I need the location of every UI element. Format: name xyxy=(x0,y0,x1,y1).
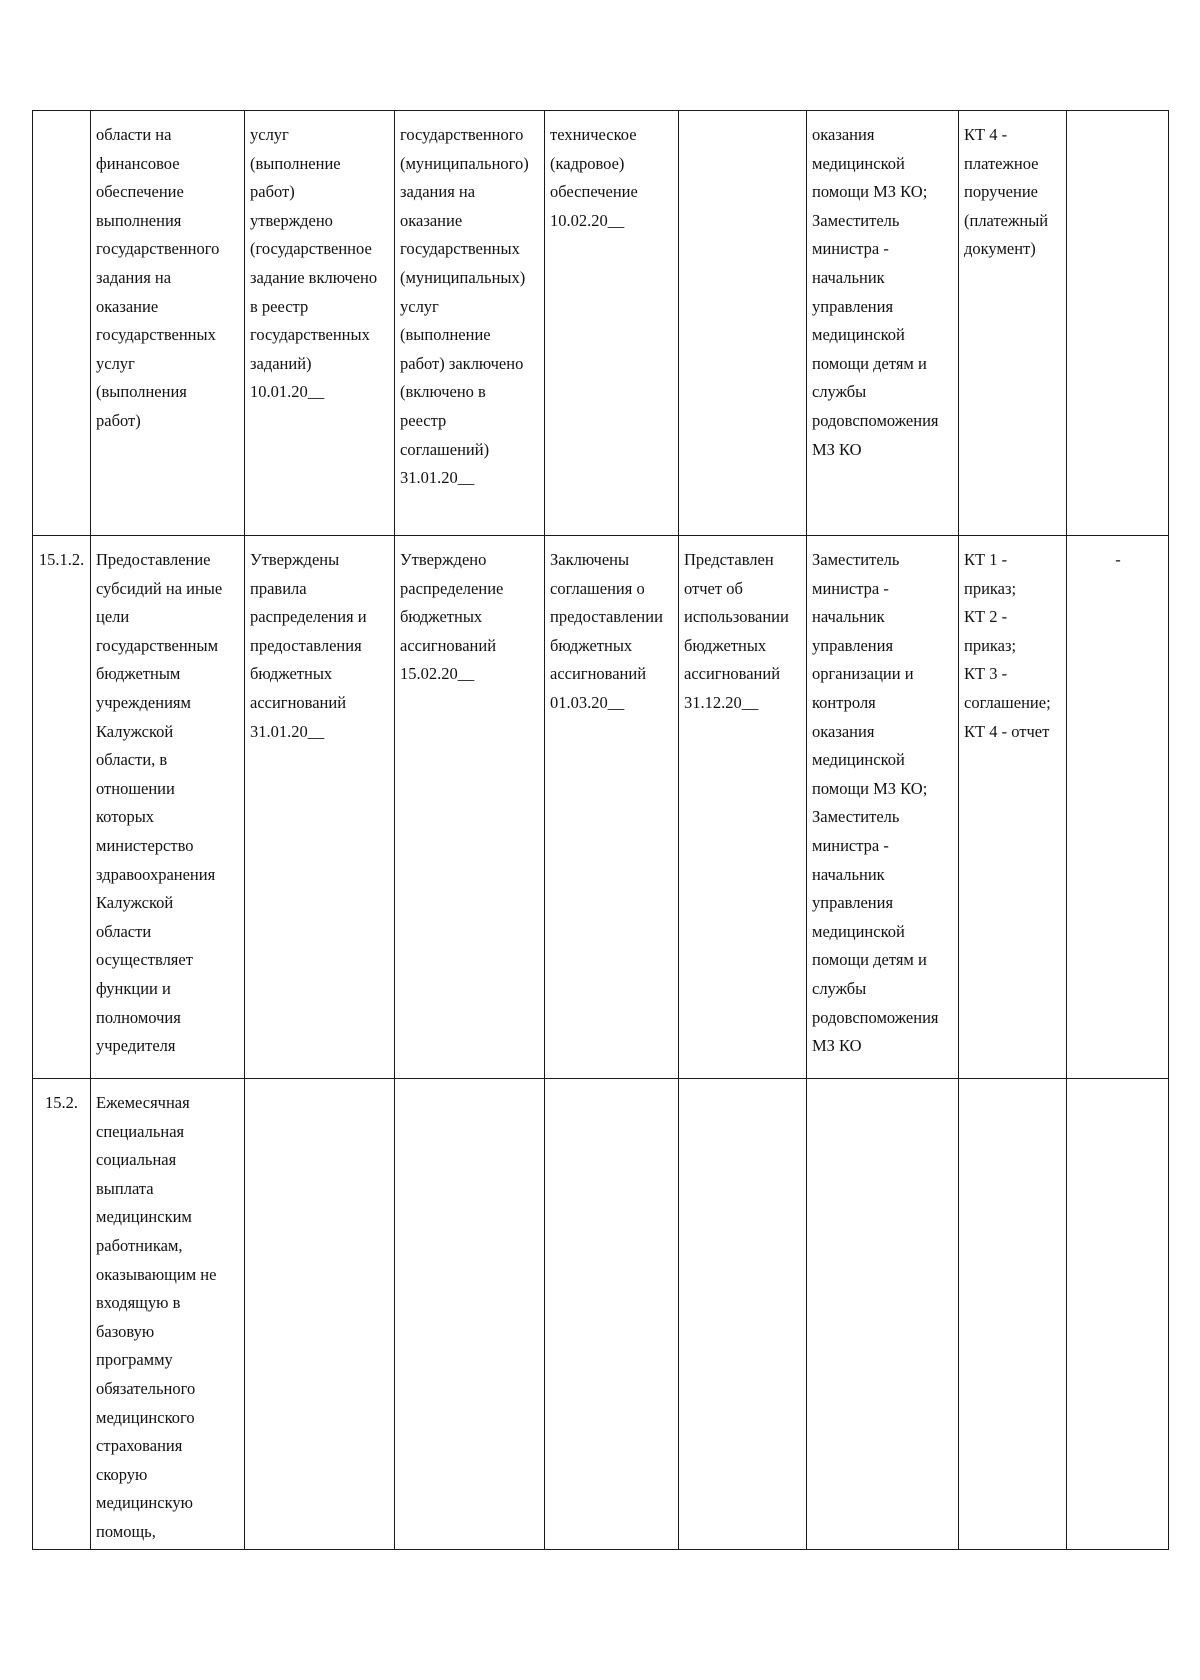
control-point-2-cell: Утверждено распределение бюджетных ассигнований 15.02.20__ xyxy=(395,536,545,1079)
control-point-2-cell xyxy=(395,1079,545,1550)
extra-column-cell xyxy=(1067,1079,1169,1550)
control-point-3-cell xyxy=(545,1079,679,1550)
extra-column-cell: - xyxy=(1067,536,1169,1079)
confirming-document-cell: КТ 4 - платежное поручение (платежный документ) xyxy=(959,111,1067,536)
row-number-cell: 15.2. xyxy=(33,1079,91,1550)
control-point-2-cell: государственного (муниципального) задания на оказание государственных (муниципальных) услуг (выполнение работ) заключено (включено в реестр соглашений) 31.01.20__ xyxy=(395,111,545,536)
responsible-person-cell: оказания медицинской помощи МЗ КО; Заместитель министра - начальник управления медицинской помощи детям и службы родовспоможения МЗ КО xyxy=(807,111,959,536)
row-number-cell: 15.1.2. xyxy=(33,536,91,1079)
event-name-cell: Ежемесячная специальная социальная выплата медицинским работникам, оказывающим не входящую в базовую программу обязательного медицинского страхования скорую медицинскую помощь, xyxy=(91,1079,245,1550)
event-name-cell: Предоставление субсидий на иные цели государственным бюджетным учреждениям Калужской области, в отношении которых министерство здравоохранения Калужской области осуществляет функции и полномочия учредителя xyxy=(91,536,245,1079)
control-point-1-cell xyxy=(245,1079,395,1550)
extra-column-cell xyxy=(1067,111,1169,536)
table-row xyxy=(33,111,1169,536)
event-name-cell: области на финансовое обеспечение выполнения государственного задания на оказание государственных услуг (выполнения работ) xyxy=(91,111,245,536)
responsible-person-cell xyxy=(807,1079,959,1550)
table-row xyxy=(33,1079,1169,1550)
control-point-3-cell: техническое (кадровое) обеспечение 10.02.20__ xyxy=(545,111,679,536)
table-row xyxy=(33,536,1169,1079)
control-point-4-cell: Представлен отчет об использовании бюджетных ассигнований 31.12.20__ xyxy=(679,536,807,1079)
control-points-table xyxy=(32,110,1169,1550)
responsible-person-cell: Заместитель министра - начальник управления организации и контроля оказания медицинской помощи МЗ КО; Заместитель министра - начальник управления медицинской помощи детям и службы родовспоможения МЗ КО xyxy=(807,536,959,1079)
confirming-document-cell: КТ 1 - приказ; КТ 2 - приказ; КТ 3 - соглашение; КТ 4 - отчет xyxy=(959,536,1067,1079)
confirming-document-cell xyxy=(959,1079,1067,1550)
control-point-3-cell: Заключены соглашения о предоставлении бюджетных ассигнований 01.03.20__ xyxy=(545,536,679,1079)
control-point-1-cell: Утверждены правила распределения и предоставления бюджетных ассигнований 31.01.20__ xyxy=(245,536,395,1079)
row-number-cell xyxy=(33,111,91,536)
control-point-4-cell xyxy=(679,1079,807,1550)
control-point-1-cell: услуг (выполнение работ) утверждено (государственное задание включено в реестр государственных заданий) 10.01.20__ xyxy=(245,111,395,536)
control-point-4-cell xyxy=(679,111,807,536)
